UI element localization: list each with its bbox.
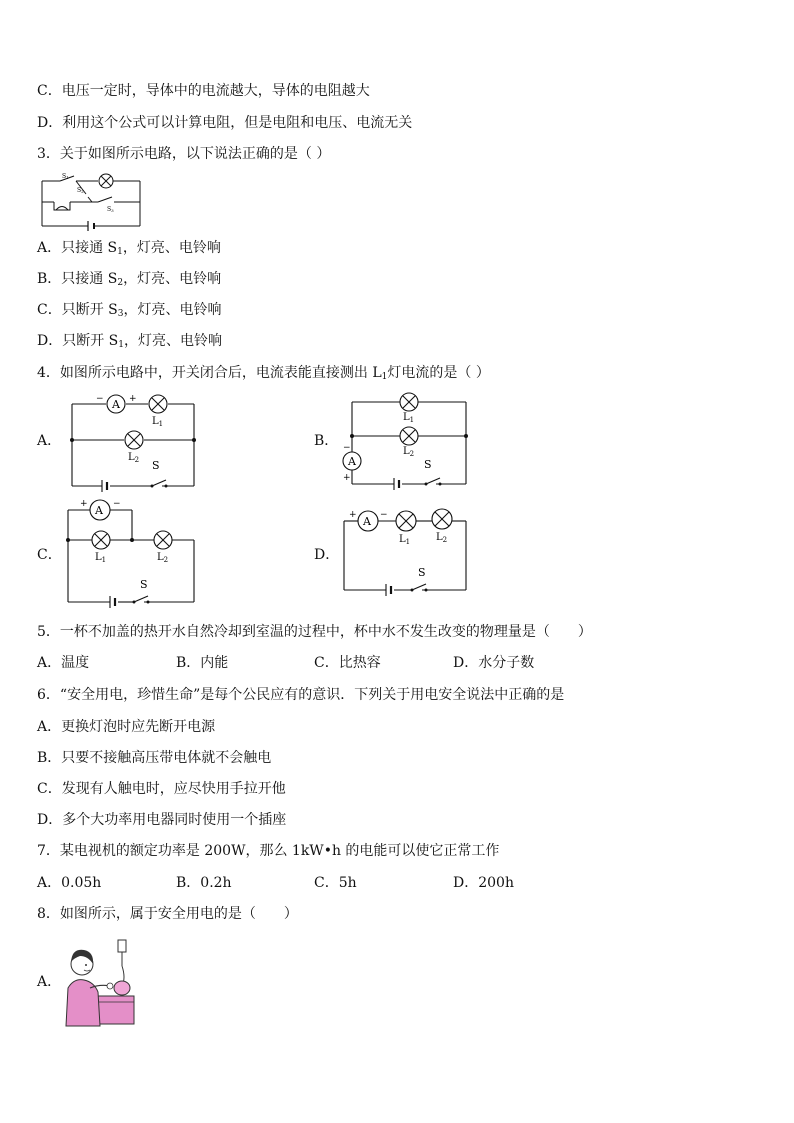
q5-stem: 5．一杯不加盖的热开水自然冷却到室温的过程中，杯中水不发生改变的物理量是（ ） [37, 624, 592, 640]
q4-option-b-label: B． [314, 433, 339, 449]
lamp-l2-label: $L_2$ [436, 532, 448, 544]
q4-option-d-label: D． [314, 547, 340, 563]
q3-option-c: C．只断开 $S_3$，灯亮、电铃响 [37, 302, 222, 319]
q5-option-c: C．比热容 [314, 655, 381, 671]
q7-option-c: C．5h [314, 875, 357, 891]
q8-stem: 8．如图所示，属于安全用电的是（ ） [37, 906, 298, 922]
lamp-l1-label: $L_1$ [399, 534, 411, 546]
q4-circuit-c [62, 496, 198, 608]
lamp-l2-label: $L_2$ [157, 552, 169, 564]
q6-option-b: B．只要不接触高压带电体就不会触电 [37, 750, 272, 766]
q4-circuit-a [68, 392, 198, 492]
q3-stem: 3．关于如图所示电路，以下说法正确的是（ ） [37, 146, 331, 162]
q6-option-d: D．多个大功率用电器同时使用一个插座 [37, 812, 287, 828]
q6-option-a: A．更换灯泡时应先断开电源 [37, 719, 216, 735]
minus-sign: − [96, 394, 104, 404]
lamp-l2-label: $L_2$ [403, 446, 415, 458]
q4-circuit-d [340, 500, 470, 596]
q4-option-c-label: C． [37, 547, 62, 563]
q7-option-d: D．200h [453, 875, 514, 891]
plus-sign: + [343, 473, 351, 483]
q4-circuit-b [338, 392, 470, 492]
switch-label: S [418, 566, 426, 579]
q4-stem: 4．如图所示电路中，开关闭合后，电流表能直接测出 $L_1$灯电流的是（ ） [37, 365, 490, 382]
minus-sign: − [113, 499, 121, 509]
q7-option-b: B．0.2h [176, 875, 232, 891]
q7-stem: 7．某电视机的额定功率是 200W，那么 1kW•h 的电能可以使它正常工作 [37, 843, 500, 859]
q3-option-a: A．只接通 $S_1$，灯亮、电铃响 [37, 240, 221, 257]
plus-sign: + [349, 510, 357, 520]
q5-option-d: D．水分子数 [453, 655, 535, 671]
q6-stem: 6．“安全用电，珍惜生命”是每个公民应有的意识．下列关于用电安全说法中正确的是 [37, 687, 565, 703]
q2-option-d: D．利用这个公式可以计算电阻，但是电阻和电压、电流无关 [37, 115, 413, 131]
q3-option-b: B．只接通 $S_2$，灯亮、电铃响 [37, 271, 222, 288]
plus-sign: + [80, 499, 88, 509]
q7-option-a: A．0.05h [37, 875, 102, 891]
lamp-l1-label: $L_1$ [152, 416, 164, 428]
switch-label: S [152, 459, 160, 472]
q5-option-b: B．内能 [176, 655, 229, 671]
minus-sign: − [343, 443, 351, 453]
switch-label: S [140, 578, 148, 591]
lamp-l1-label: $L_1$ [403, 412, 415, 424]
lamp-l1-label: $L_1$ [95, 552, 107, 564]
q8-illustration-woman-using-appliance [60, 938, 136, 1026]
ammeter-symbol: A [112, 398, 120, 411]
q6-option-c: C．发现有人触电时，应尽快用手拉开他 [37, 781, 286, 797]
ammeter-symbol: A [95, 504, 103, 517]
q4-option-a-label: A． [37, 433, 62, 449]
q8-option-a-label: A． [37, 974, 62, 990]
ammeter-symbol: A [363, 515, 371, 528]
q3-s3-label: S3 [107, 206, 114, 213]
lamp-l2-label: $L_2$ [128, 452, 140, 464]
q3-s2-label: S2 [77, 187, 84, 194]
q3-circuit-figure [40, 170, 145, 232]
ammeter-symbol: A [348, 455, 356, 468]
plus-sign: + [129, 394, 137, 404]
q3-s1-label: S1 [62, 173, 69, 180]
minus-sign: − [380, 510, 388, 520]
q2-option-c: C．电压一定时，导体中的电流越大，导体的电阻越大 [37, 83, 370, 99]
q3-option-d: D．只断开 $S_1$，灯亮、电铃响 [37, 333, 222, 350]
switch-label: S [424, 458, 432, 471]
q5-option-a: A．温度 [37, 655, 90, 671]
